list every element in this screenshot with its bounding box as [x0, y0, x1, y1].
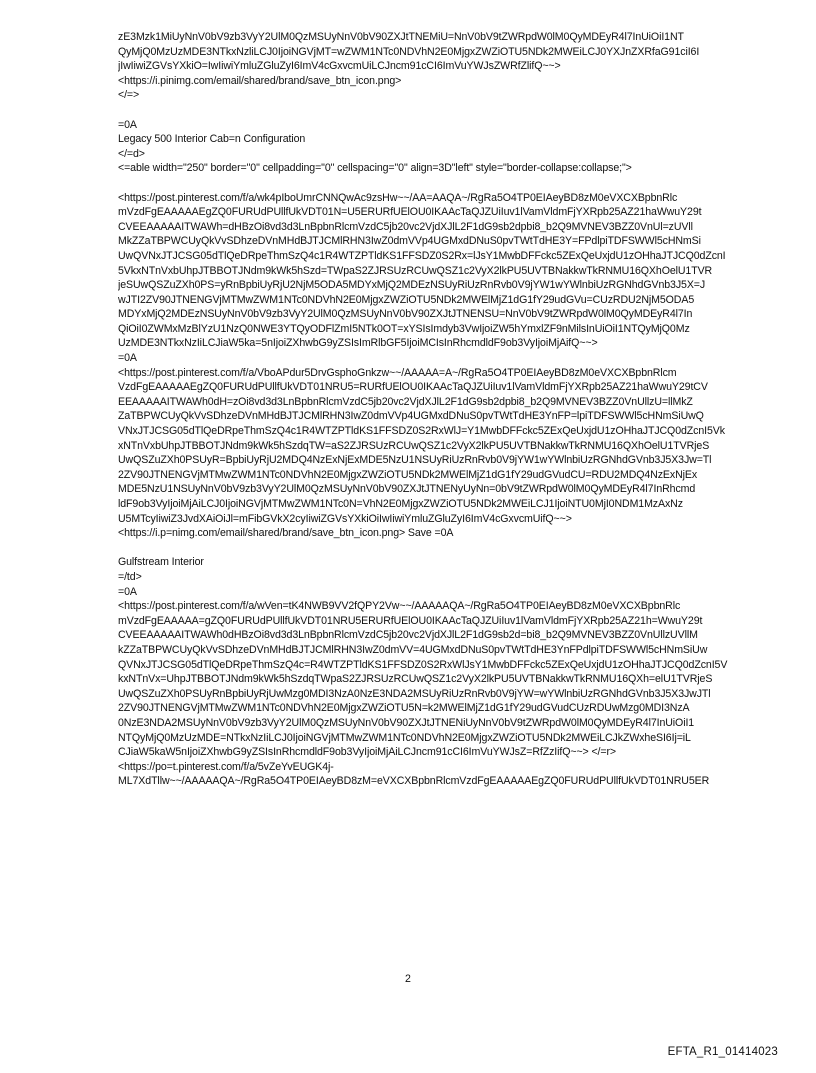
text-line: </=>	[118, 89, 140, 102]
paragraph-gap	[118, 103, 768, 118]
text-line: mVzdFgEAAAAA=gZQ0FURUdPUllfUkVDT01NRU5ERURfUElOU0IKAAcTaQJZUiIuv1lVamVldmFjYXRpb25AZ21h=WwuY29t	[118, 614, 703, 627]
text-line: QiOiI0ZWMxMzBlYzU1NzQ0NWE3YTQyODFlZmI5NTk0OT=xYSIsImdyb3VwIjoiZW5hYmxlZF9nMilsInUiOiI1NTQyMjQ0Mz	[118, 322, 690, 335]
page-number: 2	[405, 973, 411, 985]
text-line: Legacy 500 Interior Cab=n Configuration	[118, 133, 306, 146]
text-line: EEAAAAAITWAWh0dH=zOi8vd3d3LnBpbnRlcmVzdC5jb20vc2VjdXJlL2F1dG9sb2dpbi8_b2Q9MVNEV3BZZ0VnUllzU=llMkZ	[118, 395, 693, 408]
text-line: =0A	[118, 118, 137, 131]
document-body	[118, 30, 768, 789]
text-line: 5VkxNTnVxbUhpJTBBOTJNdm9kWk5hSzd=TWpaS2ZJRSUzRCUwQSZ1c2VyX2lkPU5UVTBNakkwTkRNMU16QXhOelU1TVR	[118, 264, 713, 277]
text-line: <https://post.pinterest.com/f/a/VboAPdur5DrvGsphoGnkzw~~/AAAAA=A~/RgRa5O4TP0EIAeyBD8zM0eVXCXBpbnRlcm	[118, 366, 677, 379]
text-line: <=able width="250" border="0" cellpadding="0" cellspacing="0" align=3D"left" style="border-collapse:collapse;">	[118, 162, 632, 175]
text-line: MDYxMjQ2MDEzNSUyNnV0bV9zb3VyY2UlM0QzMSUyNnV0bV90ZXJtJTNENSU=NnV0bV9tZWRpdW0lM0QyMDEyR4l7In	[118, 308, 693, 321]
text-line: UwQVNxJTJCSG05dTlQeDRpeThmSzQ4c1R4WTZPTldKS1FFSDZ0S2Rx=lJsY1MwbDFFckc5ZExQeUxjdU1zOHhaJTJCQ0dZcnI	[118, 249, 726, 262]
paragraph-gap	[118, 176, 768, 191]
text-line: <https://post.pinterest.com/f/a/wVen=tK4NWB9VV2fQPY2Vw~~/AAAAAQA~/RgRa5O4TP0EIAeyBD8zM0eVXCXBpbnRlc	[118, 600, 681, 613]
text-line: xNTnVxbUhpJTBBOTJNdm9kWk5hSzdqTW=aS2ZJRSUzRCUwQSZ1c2VyX2lkPU5UVTBNakkwTkRNMU16QXhOelU1TVRjeS	[118, 439, 710, 452]
text-line: ldF9ob3VyIjoiMjAiLCJ0IjoiNGVjMTMwZWM1NTc0N=VhN2E0MjgxZWZiOTU5NDk2MWEiLCJ1IjoiNTU0MjI0NDM1MzAxNz	[118, 498, 683, 510]
text-line: wJTI2ZV90JTNENGVjMTMwZWM1NTc0NDVhN2E0MjgxZWZiOTU5NDk2MWElMjZ1dG1fY29udGVu=CUzRDU2NjM5ODA5	[118, 293, 695, 306]
text-line: UzMDE3NTkxNzIiLCJiaW5ka=5nIjoiZXhwbG9yZSIsImRlbGF5IjoiMCIsInRhcmdldF9ob3VyIjoiMjAifQ~~>	[118, 337, 598, 350]
text-line: kZZaTBPWCUyQkVvSDhzeDVnMHdBJTJCMlRHN3IwZ0dmVV=4UGMxdDNuS0pvTWtTdHE3YnFPdlpiTDFSWWl5cHNmSiUw	[118, 643, 708, 656]
text-line: UwQSZuZXh0PSUyRnBpbiUyRjUwMzg0MDI3NzA0NzE3NDA2MSUyRiUzRnRvb0V9jYW=wYWlnbiUzRGNhdGVnb3J5X3JwJTl	[118, 687, 711, 700]
text-line: <https://post.pinterest.com/f/a/wk4pIboUmrCNNQwAc9zsHw~~/AA=AAQA~/RgRa5O4TP0EIAeyBD8zM0eVXCXBpbnRlc	[118, 191, 678, 204]
text-line: U5MTcyIiwiZ3JvdXAiOiJl=mFibGVkX2cyIiwiZGVsYXkiOiIwIiwiYmluZGluZyI6ImV4cGxvcmUifQ~~>	[118, 512, 572, 525]
paragraph-gap	[118, 541, 768, 556]
text-line: zE3Mzk1MiUyNnV0bV9zb3VyY2UlM0QzMSUyNnV0bV90ZXJtTNEMiU=NnV0bV9tZWRpdW0lM0QyMDEyR4l7InUiOiI1NT	[118, 31, 684, 43]
text-line: NTQyMjQ0MzUzMDE=NTkxNzIiLCJ0IjoiNGVjMTMwZWM1NTc0NDVhN2E0MjgxZWZiOTU5NDk2MWEiLCJkZWxheSI6Ij=iL	[118, 731, 691, 744]
document-id-footer: EFTA_R1_01414023	[667, 1046, 778, 1058]
text-line: <https://i.p=nimg.com/email/shared/brand/save_btn_icon.png> Save =0A	[118, 527, 454, 540]
text-line: mVzdFgEAAAAAEgZQ0FURUdPUllfUkVDT01N=U5ERURfUElOU0IKAAcTaQJZUiIuv1lVamVldmFjYXRpb25AZ21haWwuY29t	[118, 206, 702, 219]
text-line: VNxJTJCSG05dTlQeDRpeThmSzQ4c1R4WTZPTldKS1FFSDZ0S2RxWlJ=Y1MwbDFFckc5ZExQeUxjdU1zOHhaJTJCQ0dZcnI5Vk	[118, 425, 725, 438]
text-line: jeSUwQSZuZXh0PS=yRnBpbiUyRjU2NjM5ODA5MDYxMjQ2MDEzNSUyRiUzRnRvb0V9jYW1wYWlnbiUzRGNhdGVnb3J5X=J	[118, 279, 706, 292]
text-line: QyMjQ0MzUzMDE3NTkxNzliLCJ0IjoiNGVjMT=wZWM1NTc0NDVhN2E0MjgxZWZiOTU5NDk2MWEiLCJ0YXJnZXRfaG91ciI6I	[118, 45, 700, 58]
text-line: 2ZV90JTNENGVjMTMwZWM1NTc0NDVhN2E0MjgxZWZiOTU5NDk2MWElMjZ1dG1fY29udGVudCU=RDU2MDQ4NzExNjEx	[118, 468, 698, 481]
text-line: kxNTnVx=UhpJTBBOTJNdm9kWk5hSzdqTWpaS2ZJRSUzRCUwQSZ1c2VyX2lkPU5UVTBNakkwTkRNMU16QXh=elU1TVRjeS	[118, 673, 713, 686]
text-line: MkZZaTBPWCUyQkVvSDhzeDVnMHdBJTJCMlRHN3IwZ0dmVVp4UGMxdDNuS0pvTWtTdHE3Y=FPdlpiTDFSWWl5cHNmSi	[118, 235, 701, 248]
text-line: CVEEAAAAAITWAWh=dHBzOi8vd3d3LnBpbnRlcmVzdC5jb20vc2VjdXJlL2F1dG9sb2dpbi8_b2Q9MVNEV3BZZ0VnUl=zUVll	[118, 220, 693, 233]
text-line: QVNxJTJCSG05dTlQeDRpeThmSzQ4c=R4WTZPTldKS1FFSDZ0S2RxWlJsY1MwbDFFckc5ZExQeUxjdU1zOHhaJTJCQ0dZcnI5V	[118, 658, 728, 671]
text-line: <https://po=t.pinterest.com/f/a/5vZeYvEUGK4j-	[118, 760, 334, 773]
text-line: jIwIiwiZGVsYXkiO=IwIiwiYmluZGluZyI6ImV4cGxvcmUiLCJncm91cCI6ImVuYWJsZWRfZlifQ~~>	[118, 60, 561, 73]
text-line: CJiaW5kaW5nIjoiZXhwbG9yZSIsInRhcmdldF9ob3VyIjoiMjAiLCJncm91cCI6ImVuYWJsZ=RfZzIifQ~~> </=r>	[118, 746, 617, 759]
text-line: <https://i.pinimg.com/email/shared/brand/save_btn_icon.png>	[118, 74, 402, 87]
text-line: =0A	[118, 352, 137, 365]
text-line: VzdFgEAAAAAEgZQ0FURUdPUllfUkVDT01NRU5=RURfUElOU0IKAAcTaQJZUiIuv1lVamVldmFjYXRpb25AZ21haWwuY29tCV	[118, 381, 708, 394]
text-line: 0NzE3NDA2MSUyNnV0bV9zb3VyY2UlM0QzMSUyNnV0bV90ZXJtJTNENiUyNnV0bV9tZWRpdW0lM0QyMDEyR4l7InUiOiI1	[118, 716, 695, 729]
text-line: CVEEAAAAAITWAWh0dHBzOi8vd3d3LnBpbnRlcmVzdC5jb20vc2VjdXJlL2F1dG9sb2d=bi8_b2Q9MVNEV3BZZ0VnUllzUVllM	[118, 629, 698, 642]
text-line: MDE5NzU1NSUyNnV0bV9zb3VyY2UlM0QzMSUyNnV0bV90ZXJtJTNENyUyNn=0bV9tZWRpdW0lM0QyMDEyR4l7InRhcmd	[118, 483, 696, 496]
text-line: =/td>	[118, 570, 142, 583]
text-line: </=d>	[118, 147, 145, 160]
text-line: Gulfstream Interior	[118, 556, 204, 569]
text-line: ZaTBPWCUyQkVvSDhzeDVnMHdBJTJCMlRHN3IwZ0dmVVp4UGMxdDNuS0pvTWtTdHE3YnFP=lpiTDFSWWl5cHNmSiUwQ	[118, 410, 704, 423]
text-line: 2ZV90JTNENGVjMTMwZWM1NTc0NDVhN2E0MjgxZWZiOTU5N=k2MWElMjZ1dG1fY29udGVudCUzRDUwMzg0MDI3NzA	[118, 702, 690, 715]
text-line: ML7XdTllw~~/AAAAAQA~/RgRa5O4TP0EIAeyBD8zM=eVXCXBpbnRlcmVzdFgEAAAAAEgZQ0FURUdPUllfUkVDT01NRU5ER	[118, 775, 710, 788]
text-line: UwQSZuZXh0PSUyR=BpbiUyRjU2MDQ4NzExNjExMDE5NzU1NSUyRiUzRnRvb0V9jYW1wYWlnbiUzRGNhdGVnb3J5X3Jw=Tl	[118, 454, 712, 467]
text-line: =0A	[118, 585, 137, 598]
